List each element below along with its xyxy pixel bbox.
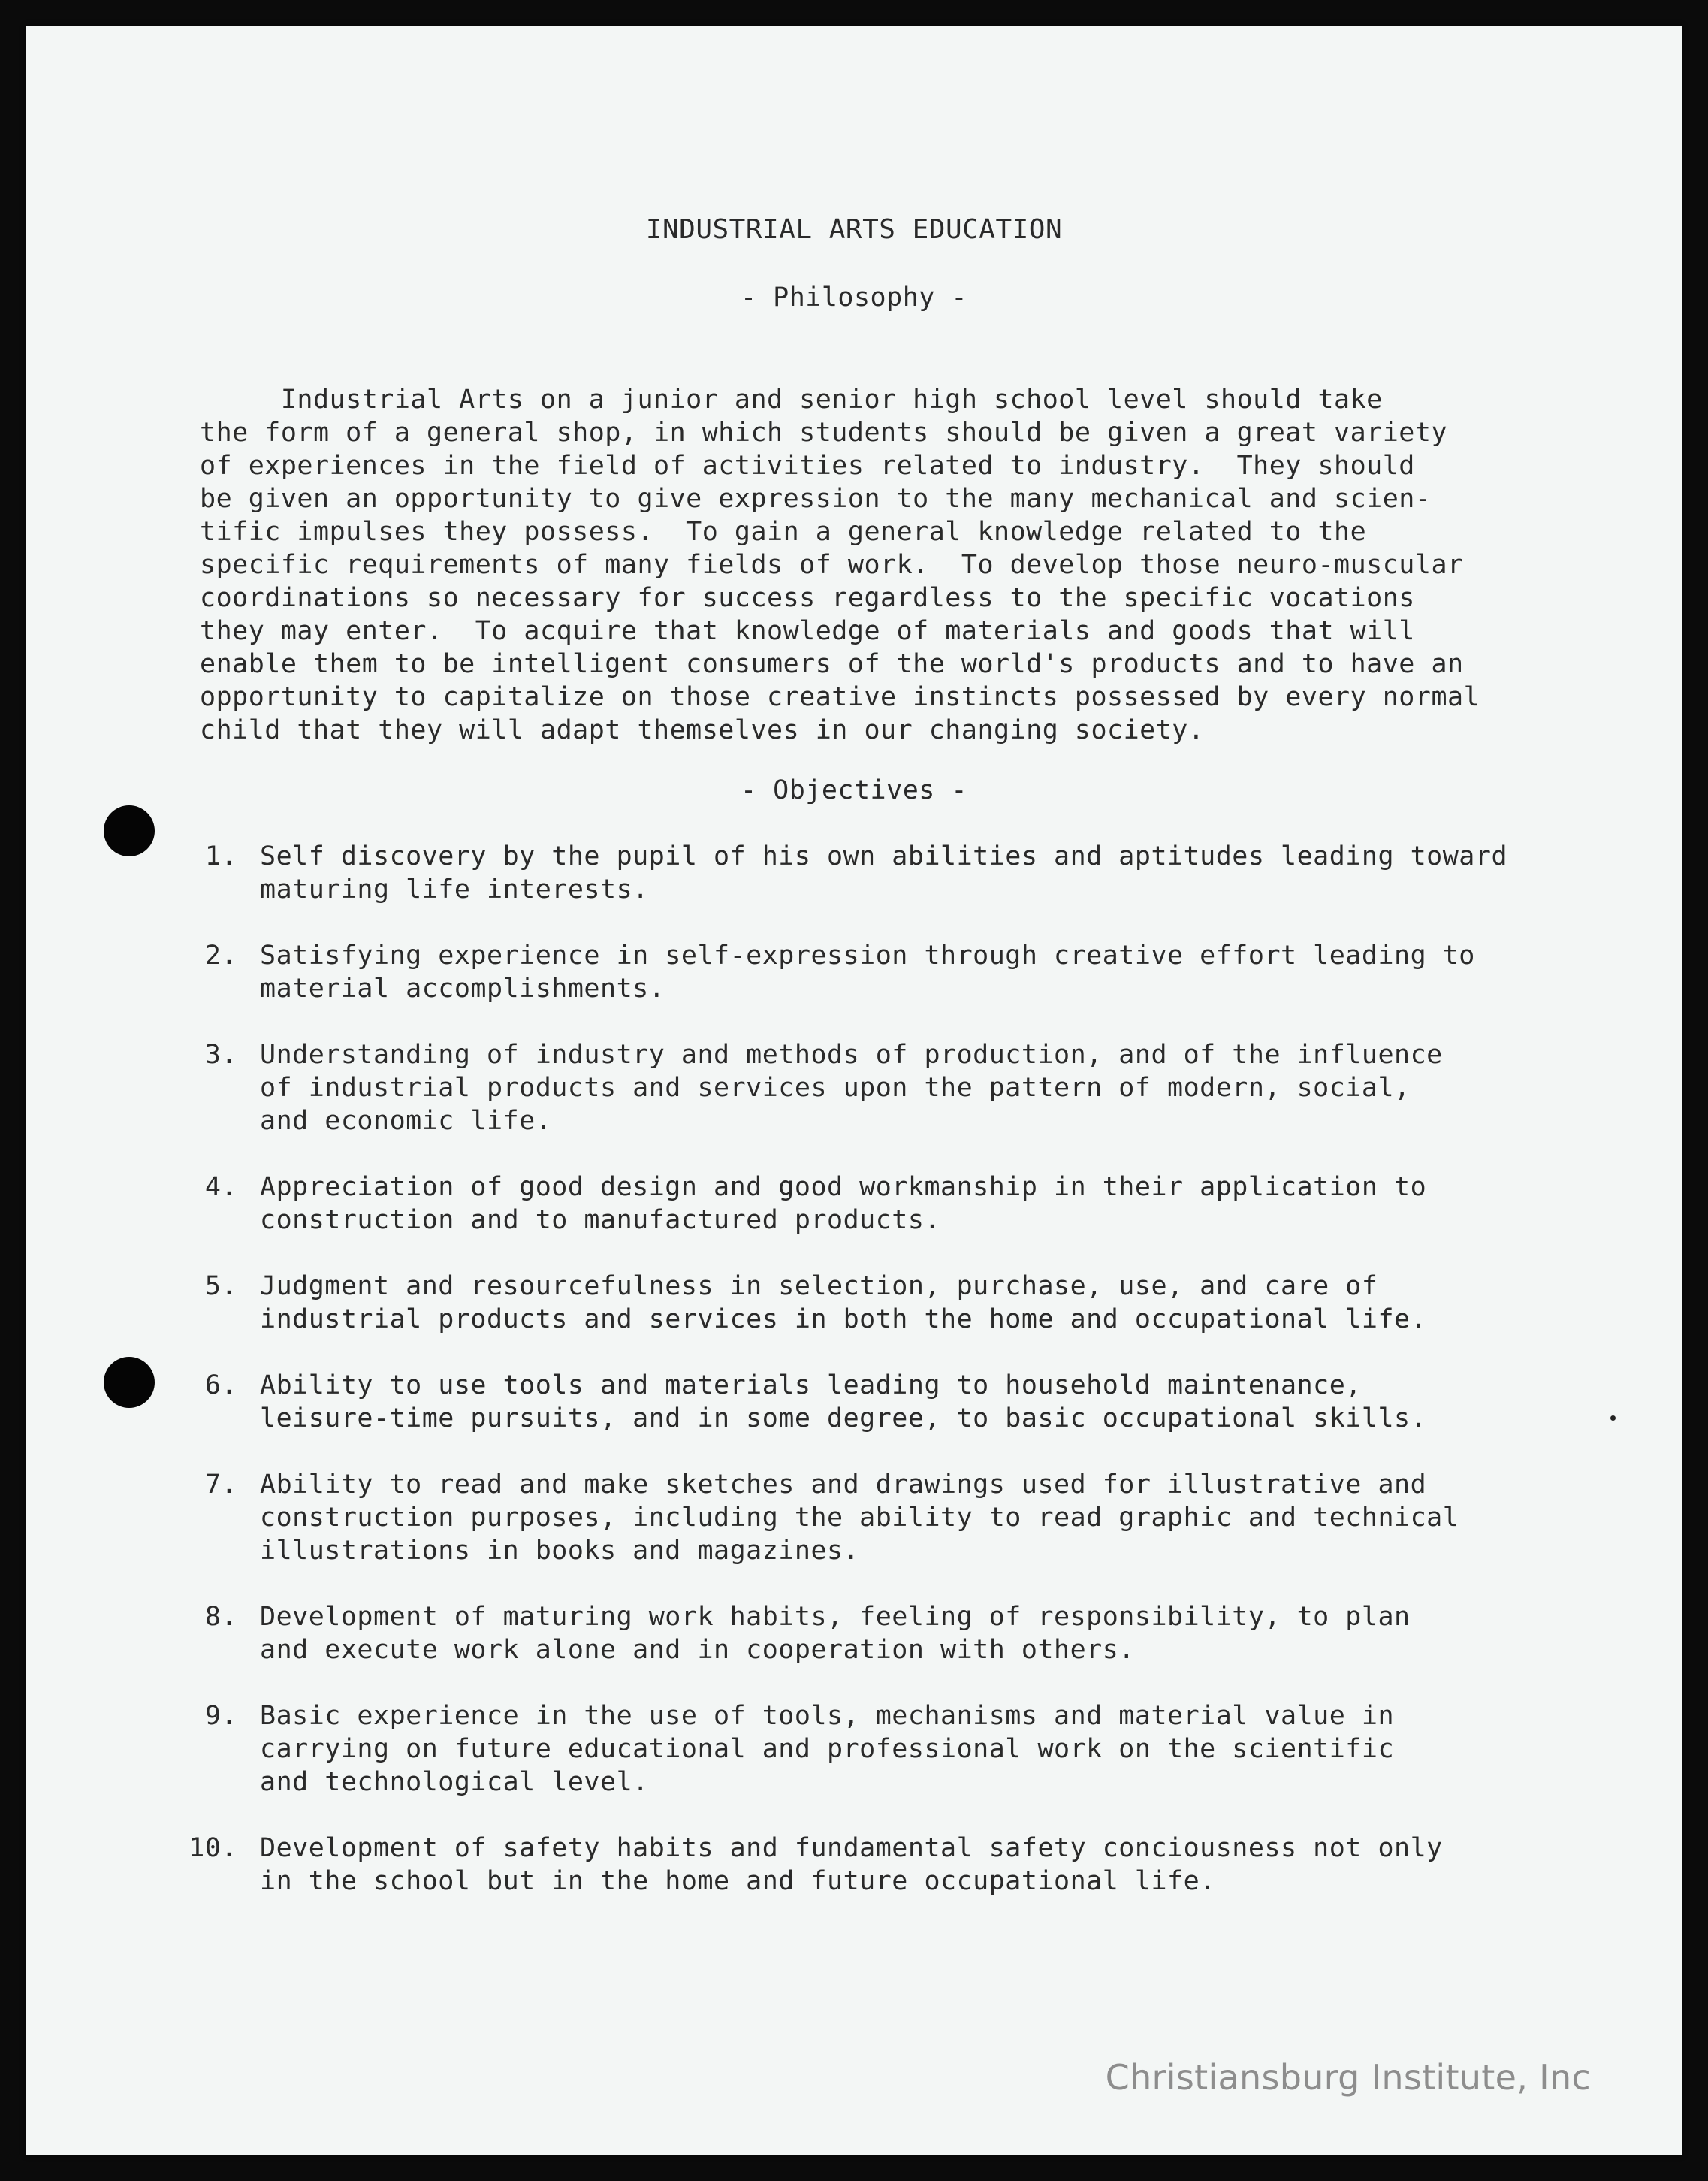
objective-line: Satisfying experience in self-expression through creative effort leading to	[260, 941, 1475, 971]
objective-line: industrial products and services in both the home and occupational life.	[260, 1304, 1427, 1334]
philosophy-line: tific impulses they possess. To gain a general knowledge related to the	[200, 517, 1367, 547]
objective-line: carrying on future educational and professional work on the scientific	[260, 1734, 1395, 1764]
objective-number: 8.	[204, 1602, 237, 1632]
objective-line: Appreciation of good design and good workmanship in their application to	[260, 1172, 1427, 1202]
objective-number: 1.	[204, 841, 237, 871]
objective-item	[176, 1369, 1573, 1435]
philosophy-line: opportunity to capitalize on those creative instincts possessed by every normal	[200, 682, 1480, 712]
objective-item	[176, 1699, 1573, 1799]
objective-line: Understanding of industry and methods of production, and of the influence	[260, 1040, 1443, 1070]
objective-item	[176, 1832, 1573, 1898]
objective-number: 3.	[204, 1040, 237, 1070]
objective-item	[176, 1600, 1573, 1666]
objective-line: material accomplishments.	[260, 974, 665, 1004]
philosophy-heading: - Philosophy -	[740, 282, 967, 313]
objective-item	[176, 1270, 1573, 1336]
objective-number: 4.	[204, 1172, 237, 1202]
philosophy-line: enable them to be intelligent consumers of the world's products and to have an	[200, 649, 1464, 679]
philosophy-line: they may enter. To acquire that knowledge of materials and goods that will	[200, 616, 1415, 646]
objective-item	[176, 840, 1573, 906]
objective-item	[176, 1171, 1573, 1237]
philosophy-line: the form of a general shop, in which students should be given a great variety	[200, 418, 1448, 448]
philosophy-line: specific requirements of many fields of work. To develop those neuro-muscular	[200, 550, 1464, 580]
objective-number: 10.	[189, 1833, 237, 1863]
watermark: Christiansburg Institute, Inc	[1105, 2057, 1591, 2098]
objective-item	[176, 1468, 1573, 1567]
objective-line: Judgment and resourcefulness in selection, purchase, use, and care of	[260, 1271, 1378, 1301]
objective-number: 5.	[204, 1271, 237, 1301]
objective-line: of industrial products and services upon the pattern of modern, social,	[260, 1073, 1411, 1103]
objectives-heading: - Objectives -	[740, 775, 967, 805]
objective-line: in the school but in the home and future occupational life.	[260, 1866, 1216, 1896]
objective-line: maturing life interests.	[260, 875, 649, 905]
punch-hole	[104, 1357, 155, 1408]
objective-line: Development of safety habits and fundamental safety conciousness not only	[260, 1833, 1443, 1863]
objective-line: and technological level.	[260, 1767, 649, 1797]
philosophy-line: coordinations so necessary for success regardless to the specific vocations	[200, 583, 1415, 613]
philosophy-line: be given an opportunity to give expression to the many mechanical and scien-	[200, 484, 1432, 514]
objective-line: construction and to manufactured products.	[260, 1205, 941, 1235]
objective-line: Ability to use tools and materials leading to household maintenance,	[260, 1370, 1362, 1400]
objective-item	[176, 939, 1573, 1005]
objective-number: 7.	[204, 1470, 237, 1500]
objective-line: Self discovery by the pupil of his own abilities and aptitudes leading toward	[260, 841, 1508, 871]
objective-line: leisure-time pursuits, and in some degree, to basic occupational skills.	[260, 1403, 1427, 1433]
objective-line: illustrations in books and magazines.	[260, 1536, 860, 1566]
document-page	[26, 26, 1682, 2155]
philosophy-line: child that they will adapt themselves in our changing society.	[200, 715, 1205, 745]
punch-hole	[104, 805, 155, 856]
objective-line: Development of maturing work habits, feeling of responsibility, to plan	[260, 1602, 1411, 1632]
objective-line: Basic experience in the use of tools, mechanisms and material value in	[260, 1701, 1395, 1731]
objective-line: construction purposes, including the ability to read graphic and technical	[260, 1503, 1459, 1533]
philosophy-line: of experiences in the field of activities related to industry. They should	[200, 451, 1415, 481]
objective-number: 9.	[204, 1701, 237, 1731]
paper-speck	[1610, 1415, 1616, 1421]
objective-line: Ability to read and make sketches and drawings used for illustrative and	[260, 1470, 1427, 1500]
objective-line: and execute work alone and in cooperation with others.	[260, 1635, 1135, 1665]
document-title: INDUSTRIAL ARTS EDUCATION	[645, 214, 1063, 245]
objective-item	[176, 1038, 1573, 1137]
philosophy-line: Industrial Arts on a junior and senior high school level should take	[200, 385, 1383, 415]
objective-line: and economic life.	[260, 1106, 552, 1136]
objectives-list	[176, 840, 1573, 1931]
philosophy-paragraph	[200, 383, 1537, 747]
objective-number: 2.	[204, 941, 237, 971]
objective-number: 6.	[204, 1370, 237, 1400]
